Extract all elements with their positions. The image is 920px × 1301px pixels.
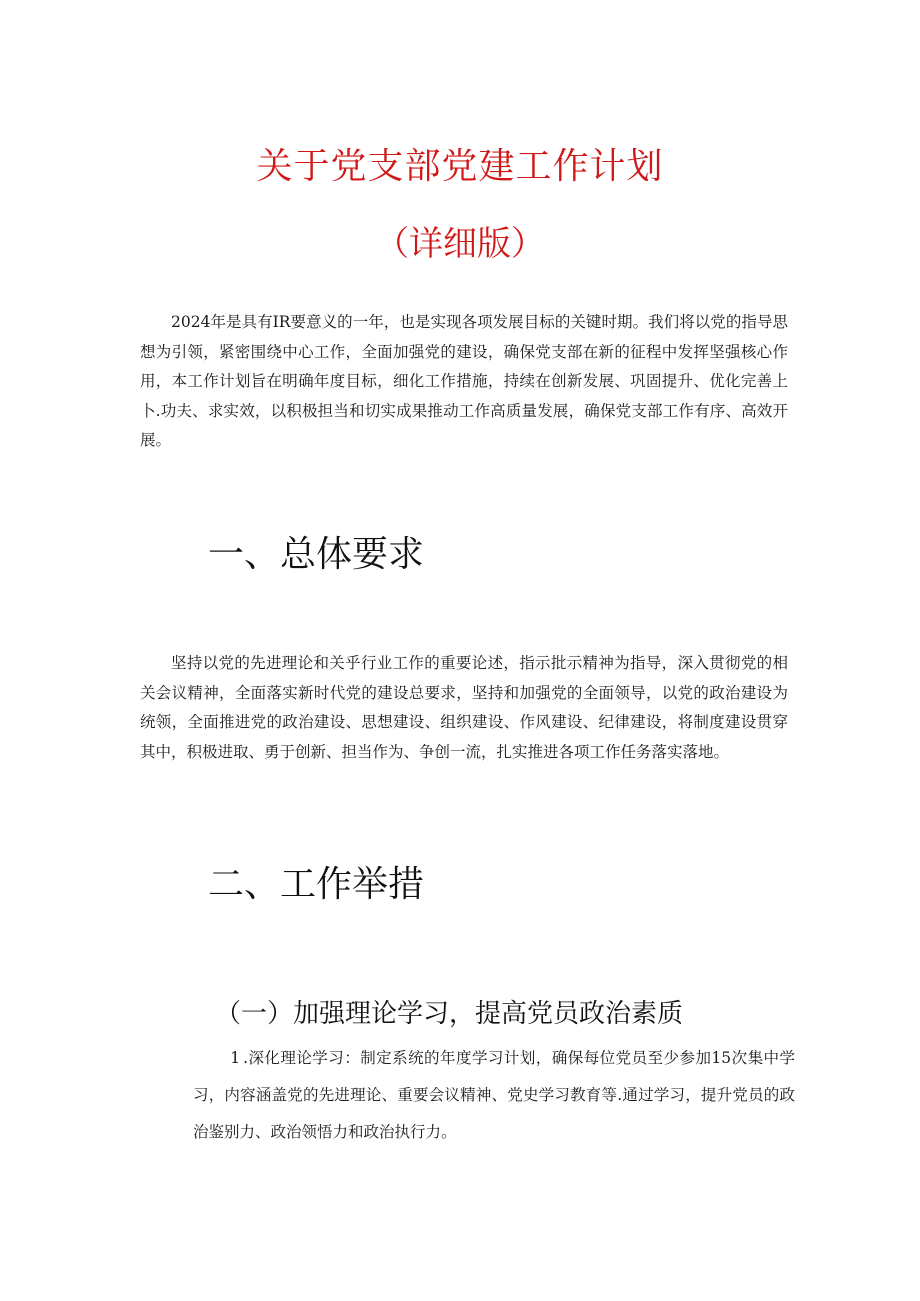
list-item-text: .深化理论学习：制定系统的年度学习计划，确保每位党员至少参加15次集中学习，内容涵盖党的先进理论、重要会议精神、党史学习教育等.通过学习，提升党员的政治鉴别力、政治领悟力和政治执行力。 (193, 1049, 795, 1141)
document-subtitle: （详细版） (375, 224, 545, 264)
subsection1-heading: （一）加强理论学习，提高党员政治素质 (215, 999, 684, 1029)
document-title: 关于党支部党建工作计划 (256, 146, 664, 187)
list-item-number: 1 (230, 1049, 241, 1067)
section2-heading: 二、工作举措 (208, 864, 425, 905)
section1-paragraph: 坚持以党的先进理论和关乎行业工作的重要论述，指示批示精神为指导，深入贯彻党的相关会议精神，全面落实新时代党的建设总要求，坚持和加强党的全面领导，以党的政治建设为统领，全面推进党的政治建设、思想建设、组织建设、作风建设、纪律建设，将制度建设贯穿其中，积极进取、勇于创新、担当作为、争创一流，扎实推进各项工作任务落实落地。 (140, 654, 788, 761)
section1-heading: 一、总体要求 (208, 534, 425, 575)
intro-paragraph: 2024年是具有IR要意义的一年，也是实现各项发展目标的关键时期。我们将以党的指导思想为引领，紧密围绕中心工作，全面加强党的建设，确保党支部在新的征程中发挥坚强核心作用，本工作计划旨在明确年度目标，细化工作措施，持续在创新发展、巩固提升、优化完善上卜.功夫、求实效，以积极担当和切实成果推动工作高质量发展，确保党支部工作有序、高效开展。 (140, 313, 788, 449)
list-item (193, 1040, 795, 1151)
